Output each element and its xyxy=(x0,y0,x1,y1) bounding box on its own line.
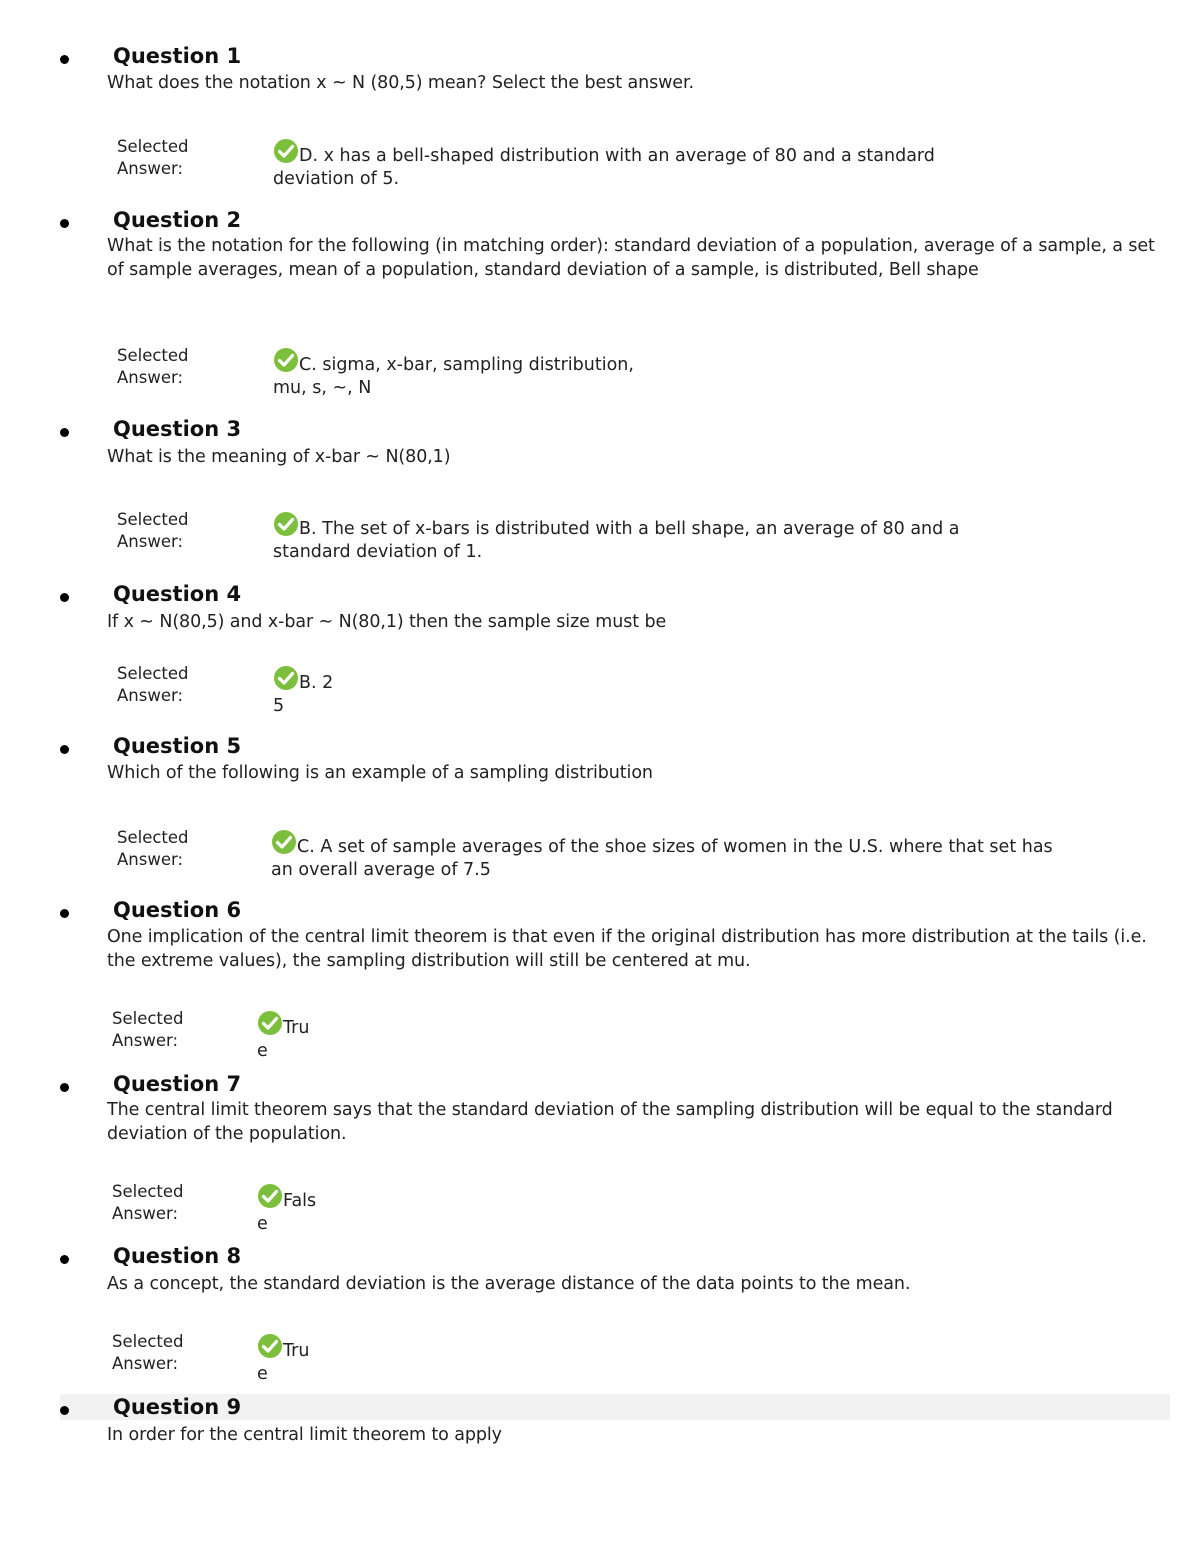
selected-answer-label: Selected Answer: xyxy=(112,1332,184,1373)
correct-check-icon xyxy=(271,829,297,855)
correct-check-icon xyxy=(273,665,299,691)
question-title: Question 2 xyxy=(113,208,242,232)
question-title: Question 9 xyxy=(113,1395,242,1419)
selected-answer: B. 2 5 xyxy=(273,665,333,718)
selected-answer-label: Selected Answer: xyxy=(117,510,189,551)
selected-answer: B. The set of x-bars is distributed with a bell shape, an average of 80 and a standard deviation of 1. xyxy=(273,511,960,564)
selected-answer-label: Selected Answer: xyxy=(117,137,189,178)
bullet-icon xyxy=(60,1255,69,1264)
question-text: What is the meaning of x-bar ~ N(80,1) xyxy=(107,447,451,467)
bullet-icon xyxy=(60,219,69,228)
question-title: Question 8 xyxy=(113,1244,242,1268)
selected-answer-label: Selected Answer: xyxy=(117,664,189,705)
correct-check-icon xyxy=(273,511,299,537)
bullet-icon xyxy=(60,745,69,754)
bullet-icon xyxy=(60,428,69,437)
question-title: Question 3 xyxy=(113,417,242,441)
selected-answer-label: Selected Answer: xyxy=(112,1009,184,1050)
selected-answer-label: Selected Answer: xyxy=(112,1182,184,1223)
correct-check-icon xyxy=(257,1333,283,1359)
question-text: One implication of the central limit theorem is that even if the original distribution has more distribution at the tails (i.e. the extreme values), the sampling distribution will still be centered at mu. xyxy=(107,927,1147,971)
selected-answer: Tru e xyxy=(257,1333,309,1386)
question-text: In order for the central limit theorem to apply xyxy=(107,1425,502,1445)
bullet-icon xyxy=(60,1406,69,1415)
question-title: Question 7 xyxy=(113,1072,242,1096)
correct-check-icon xyxy=(257,1010,283,1036)
correct-check-icon xyxy=(273,138,299,164)
question-title: Question 5 xyxy=(113,734,242,758)
correct-check-icon xyxy=(257,1183,283,1209)
question-title: Question 4 xyxy=(113,582,242,606)
bullet-icon xyxy=(60,593,69,602)
selected-answer: Fals e xyxy=(257,1183,316,1236)
selected-answer: D. x has a bell-shaped distribution with an average of 80 and a standard deviation of 5. xyxy=(273,138,935,191)
question-title: Question 6 xyxy=(113,898,242,922)
selected-answer: Tru e xyxy=(257,1010,309,1063)
question-text: Which of the following is an example of a sampling distribution xyxy=(107,763,653,783)
question-text: The central limit theorem says that the standard deviation of the sampling distribution will be equal to the standard deviation of the population. xyxy=(107,1100,1113,1144)
selected-answer-label: Selected Answer: xyxy=(117,828,189,869)
bullet-icon xyxy=(60,1083,69,1092)
question-text: If x ~ N(80,5) and x-bar ~ N(80,1) then the sample size must be xyxy=(107,612,667,632)
question-title: Question 1 xyxy=(113,44,242,68)
question-text: What is the notation for the following (in matching order): standard deviation of a population, average of a sample, a set of sample averages, mean of a population, standard deviation of a sample, is distributed, Bell shape xyxy=(107,236,1155,280)
question-text: What does the notation x ~ N (80,5) mean? Select the best answer. xyxy=(107,73,694,93)
bullet-icon xyxy=(60,55,69,64)
selected-answer: C. A set of sample averages of the shoe sizes of women in the U.S. where that set has an overall average of 7.5 xyxy=(271,829,1053,882)
bullet-icon xyxy=(60,909,69,918)
question-text: As a concept, the standard deviation is the average distance of the data points to the mean. xyxy=(107,1274,911,1294)
correct-check-icon xyxy=(273,347,299,373)
selected-answer-label: Selected Answer: xyxy=(117,346,189,387)
selected-answer: C. sigma, x-bar, sampling distribution, mu, s, ~, N xyxy=(273,347,634,400)
